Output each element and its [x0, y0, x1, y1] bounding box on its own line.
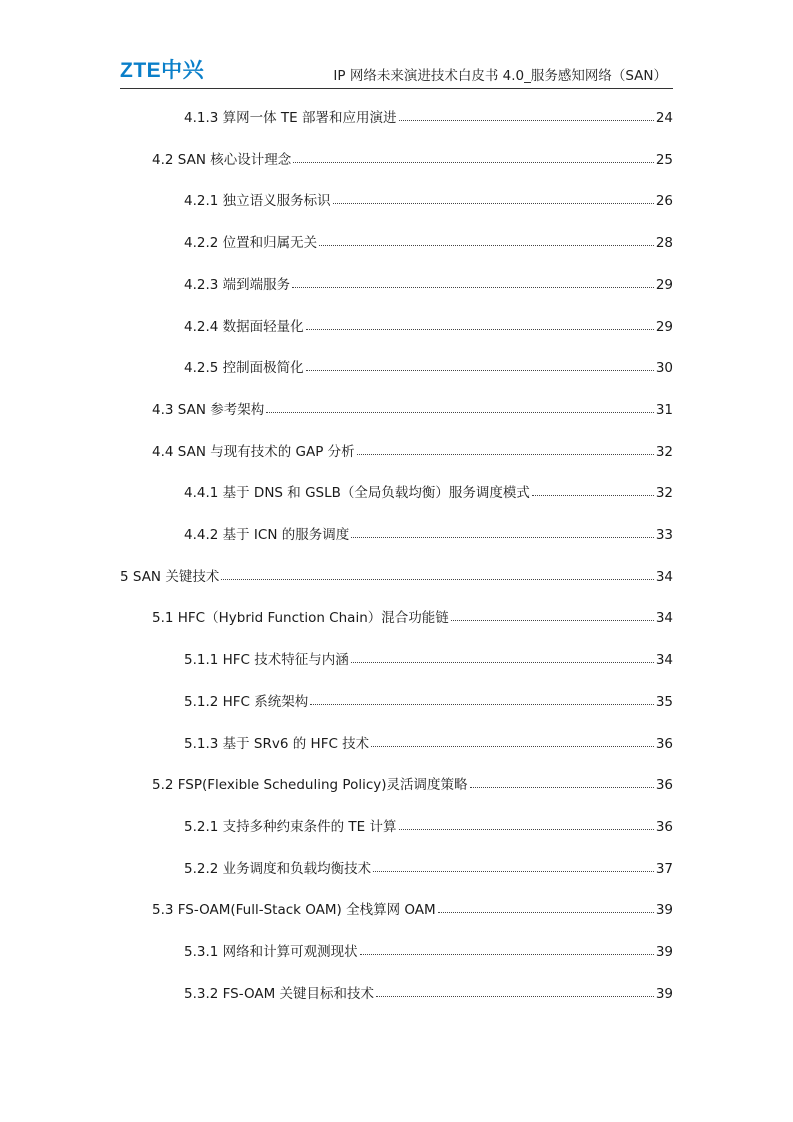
- toc-dot-leader: [333, 203, 654, 204]
- toc-dot-leader: [351, 537, 654, 538]
- toc-page-number: 39: [655, 985, 673, 1002]
- toc-dot-leader: [221, 579, 653, 580]
- toc-entry-label: 4.3 SAN 参考架构: [152, 401, 265, 418]
- toc-entry[interactable]: [184, 940, 673, 960]
- toc-entry[interactable]: [120, 565, 673, 585]
- toc-entry[interactable]: [152, 398, 673, 418]
- toc-page-number: 33: [655, 527, 673, 543]
- toc-page-number: 39: [655, 944, 673, 960]
- toc-page-number: 29: [655, 318, 673, 335]
- toc-entry[interactable]: [152, 898, 673, 918]
- toc-entry-label: 5.1 HFC（Hybrid Function Chain）混合功能链: [152, 610, 449, 627]
- page-header: [120, 52, 673, 89]
- toc-page-number: 28: [655, 235, 673, 252]
- toc-dot-leader: [470, 787, 654, 788]
- toc-entry-label: 4.4.1 基于 DNS 和 GSLB（全局负载均衡）服务调度模式: [184, 485, 530, 502]
- toc-entry-label: 5.2.1 支持多种约束条件的 TE 计算: [184, 818, 397, 835]
- toc-entry[interactable]: [184, 315, 673, 335]
- toc-dot-leader: [292, 287, 654, 288]
- toc-entry-label: 4.1.3 算网一体 TE 部署和应用演进: [184, 110, 397, 126]
- toc-entry[interactable]: [184, 815, 673, 835]
- toc-entry-label: 4.4 SAN 与现有技术的 GAP 分析: [152, 443, 355, 460]
- toc-entry[interactable]: [184, 690, 673, 710]
- toc-dot-leader: [293, 162, 654, 163]
- toc-entry[interactable]: [184, 982, 673, 1002]
- toc-page-number: 34: [655, 610, 673, 627]
- toc-entry-label: 4.2.2 位置和归属无关: [184, 235, 318, 252]
- toc-dot-leader: [319, 245, 654, 246]
- toc-page-number: 36: [655, 735, 673, 752]
- toc-entry-label: 5.2.2 业务调度和负载均衡技术: [184, 860, 372, 877]
- toc-entry[interactable]: [152, 148, 673, 168]
- toc-entry-label: 5.3 FS-OAM(Full-Stack OAM) 全栈算网 OAM: [152, 902, 436, 919]
- toc-dot-leader: [399, 829, 654, 830]
- toc-entry-label: 5 SAN 关键技术: [120, 568, 220, 585]
- toc-dot-leader: [373, 871, 654, 872]
- toc-page-number: 25: [655, 151, 673, 168]
- toc-dot-leader: [357, 454, 654, 455]
- toc-dot-leader: [360, 954, 654, 955]
- document-title: IP 网络未来演进技术白皮书 4.0_服务感知网络（SAN）: [333, 68, 667, 84]
- toc-entry[interactable]: [184, 732, 673, 752]
- toc-entry-label: 4.2.5 控制面极简化: [184, 360, 304, 377]
- zte-logo: ZTE中兴: [120, 59, 205, 82]
- toc-page-number: 24: [655, 110, 673, 126]
- toc-entry-label: 5.3.2 FS-OAM 关键目标和技术: [184, 985, 375, 1002]
- toc-entry[interactable]: [152, 440, 673, 460]
- toc-dot-leader: [306, 329, 654, 330]
- toc-entry[interactable]: [184, 106, 673, 126]
- toc-entry-label: 4.4.2 基于 ICN 的服务调度: [184, 527, 350, 543]
- toc-page-number: 26: [655, 193, 673, 210]
- toc-dot-leader: [376, 996, 654, 997]
- toc-page-number: 29: [655, 276, 673, 293]
- toc-page-number: 37: [655, 860, 673, 877]
- toc-entry-label: 4.2 SAN 核心设计理念: [152, 151, 292, 168]
- toc-entry[interactable]: [152, 606, 673, 626]
- toc-entry[interactable]: [184, 857, 673, 877]
- toc-dot-leader: [399, 120, 654, 121]
- toc-dot-leader: [438, 912, 654, 913]
- toc-dot-leader: [351, 662, 654, 663]
- toc-entry[interactable]: [152, 773, 673, 793]
- toc-entry[interactable]: [184, 356, 673, 376]
- toc-entry[interactable]: [184, 189, 673, 209]
- toc-entry-label: 5.1.1 HFC 技术特征与内涵: [184, 652, 349, 669]
- toc-entry[interactable]: [184, 231, 673, 251]
- toc-entry[interactable]: [184, 523, 673, 543]
- toc-entry-label: 4.2.3 端到端服务: [184, 276, 291, 293]
- toc-entry-label: 5.1.3 基于 SRv6 的 HFC 技术: [184, 735, 370, 752]
- toc-page-number: 30: [655, 360, 673, 377]
- toc-entry[interactable]: [184, 481, 673, 501]
- toc-page-number: 32: [655, 485, 673, 502]
- toc-dot-leader: [310, 704, 654, 705]
- toc-page-number: 36: [655, 818, 673, 835]
- toc-entry-label: 4.2.1 独立语义服务标识: [184, 193, 331, 210]
- toc-page-number: 39: [655, 902, 673, 919]
- toc-page-number: 35: [655, 693, 673, 710]
- toc-page-number: 36: [655, 777, 673, 794]
- toc-page-number: 34: [655, 652, 673, 669]
- toc-entry[interactable]: [184, 648, 673, 668]
- toc-entry-label: 5.2 FSP(Flexible Scheduling Policy)灵活调度策略: [152, 777, 468, 794]
- toc-page-number: 31: [655, 401, 673, 418]
- toc-entry-label: 5.1.2 HFC 系统架构: [184, 693, 309, 710]
- toc-dot-leader: [451, 620, 654, 621]
- toc-entry[interactable]: [184, 273, 673, 293]
- toc-dot-leader: [306, 370, 654, 371]
- toc-entry-label: 5.3.1 网络和计算可观测现状: [184, 944, 358, 960]
- toc-page-number: 32: [655, 443, 673, 460]
- toc-dot-leader: [266, 412, 654, 413]
- toc-dot-leader: [371, 746, 654, 747]
- toc-page-number: 34: [655, 568, 673, 585]
- toc-dot-leader: [532, 495, 654, 496]
- toc-entry-label: 4.2.4 数据面轻量化: [184, 318, 304, 335]
